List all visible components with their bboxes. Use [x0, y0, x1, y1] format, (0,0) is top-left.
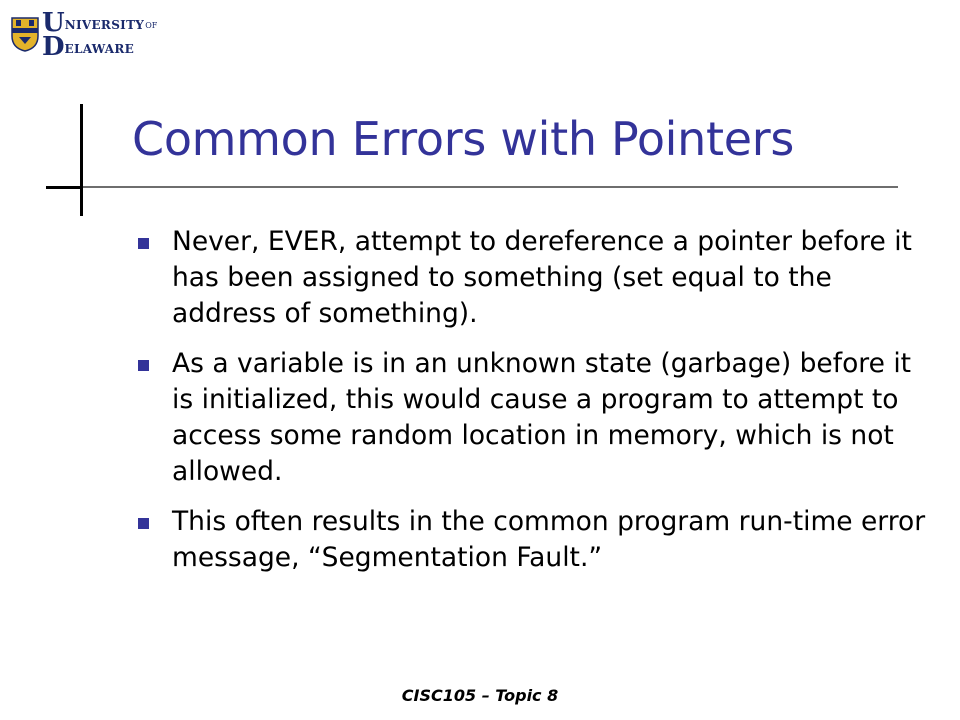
- slide-title: Common Errors with Pointers: [132, 112, 795, 166]
- bullet-square-icon: [138, 238, 149, 249]
- logo-word-of: OF: [145, 21, 158, 30]
- title-rule: [46, 186, 898, 188]
- bullet-item: [138, 224, 938, 332]
- bullet-text: As a variable is in an unknown state (garbage) before it is initialized, this would cause a program to attempt to access some random location in memory, which is not allowed.: [172, 348, 912, 487]
- crosshair-horizontal: [46, 186, 82, 189]
- logo-initial-u: U: [42, 8, 65, 38]
- logo-word-university: NIVERSITY: [64, 18, 145, 32]
- logo-word-delaware: ELAWARE: [64, 42, 135, 56]
- bullet-list: [138, 224, 938, 590]
- bullet-square-icon: [138, 360, 149, 371]
- university-seal-icon: [10, 16, 40, 52]
- logo-wordmark: [42, 8, 158, 62]
- crosshair-vertical: [80, 104, 83, 216]
- bullet-square-icon: [138, 518, 149, 529]
- bullet-text: Never, EVER, attempt to dereference a pointer before it has been assigned to something (set equal to the address of something).: [172, 226, 912, 329]
- bullet-item: [138, 504, 938, 576]
- slide-footer: CISC105 – Topic 8: [401, 686, 559, 705]
- bullet-text: This often results in the common program run-time error message, “Segmentation Fault.”: [172, 506, 926, 573]
- logo-initial-d: D: [42, 32, 65, 62]
- bullet-item: [138, 346, 938, 490]
- university-logo: [10, 8, 158, 62]
